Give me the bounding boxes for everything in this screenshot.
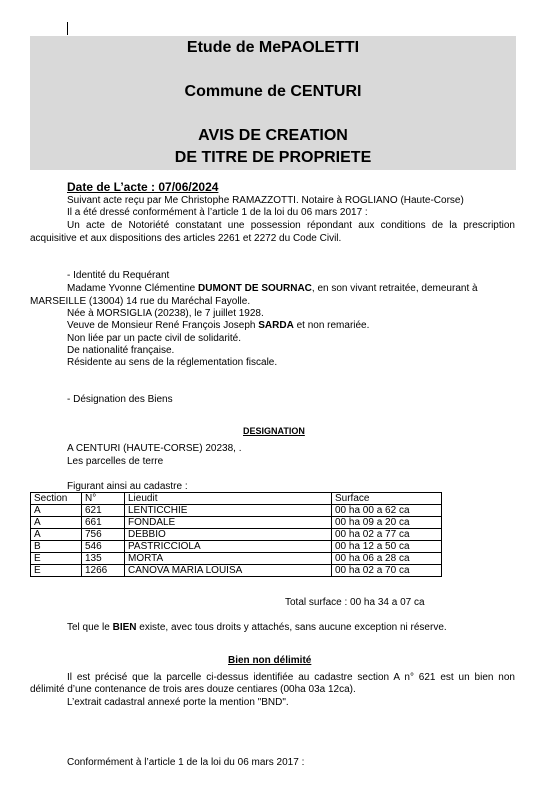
requerant-surname: DUMONT DE SOURNAC: [198, 283, 312, 294]
table-row: [31, 541, 442, 553]
requerant-line-1: [67, 283, 478, 295]
bien-word: BIEN: [112, 622, 137, 633]
titre-propriete-title: DE TITRE DE PROPRIETE: [174, 149, 372, 166]
veuve-surname: SARDA: [258, 320, 294, 331]
cell-numero: 661: [82, 517, 125, 529]
non-delimite-title: Bien non délimité: [228, 655, 312, 666]
intro-line-4: acquisitive et aux dispositions des articles 2261 et 2272 du Code Civil.: [30, 233, 342, 244]
table-row: [31, 505, 442, 517]
cell-section: E: [31, 553, 82, 565]
cell-section: B: [31, 541, 82, 553]
intro-line-2: Il a été dressé conformément à l’article 1 de la loi du 06 mars 2017 :: [67, 207, 368, 218]
cell-surface: 00 ha 02 a 70 ca: [332, 565, 442, 577]
total-surface: Total surface : 00 ha 34 a 07 ca: [285, 597, 425, 608]
cell-section: A: [31, 517, 82, 529]
cell-section: E: [31, 565, 82, 577]
cell-section: A: [31, 529, 82, 541]
veuve-suffix: et non remariée.: [293, 320, 370, 331]
requerant-line-6: De nationalité française.: [67, 345, 175, 356]
tel-que-prefix: Tel que le: [67, 622, 113, 633]
requerant-heading: - Identité du Requérant: [67, 270, 170, 281]
cell-lieudit: DEBBIO: [125, 529, 332, 541]
veuve-prefix: Veuve de Monsieur René François Joseph: [67, 320, 259, 331]
biens-heading: - Désignation des Biens: [67, 394, 173, 405]
requerant-line-3: Née à MORSIGLIA (20238), le 7 juillet 1928.: [67, 308, 264, 319]
designation-title: DESIGNATION: [243, 426, 305, 436]
cell-numero: 756: [82, 529, 125, 541]
table-row: [31, 553, 442, 565]
table-row: [31, 529, 442, 541]
requerant-line-5: Non liée par un pacte civil de solidarité.: [67, 333, 241, 344]
non-delimite-line-1: Il est précisé que la parcelle ci-dessus identifiée au cadastre section A n° 621 est un bien non: [67, 672, 515, 683]
cell-surface: 00 ha 02 a 77 ca: [332, 529, 442, 541]
intro-line-1: Suivant acte reçu par Me Christophe RAMAZZOTTI. Notaire à ROGLIANO (Haute-Corse): [67, 195, 464, 206]
requerant-name-prefix: Madame Yvonne Clémentine: [67, 283, 199, 294]
cell-numero: 135: [82, 553, 125, 565]
header-section: Section: [31, 493, 82, 505]
requerant-line-7: Résidente au sens de la réglementation fiscale.: [67, 357, 278, 368]
cell-lieudit: MORTA: [125, 553, 332, 565]
header-surface: Surface: [332, 493, 442, 505]
table-header-row: [31, 493, 442, 505]
avis-title: AVIS DE CREATION: [198, 127, 348, 144]
tel-que-line: [67, 622, 447, 634]
etude-title: Etude de MePAOLETTI: [186, 39, 360, 56]
acte-date: Date de L’acte : 07/06/2024: [67, 180, 219, 194]
non-delimite-line-3: L’extrait cadastral annexé porte la mention "BND".: [67, 697, 289, 708]
intro-line-3: Un acte de Notoriété constatant une possession répondant aux conditions de la prescription: [67, 220, 515, 231]
cell-lieudit: PASTRICCIOLA: [125, 541, 332, 553]
designation-parcels: Les parcelles de terre: [67, 456, 164, 467]
requerant-name-suffix: , en son vivant retraitée, demeurant à: [311, 283, 478, 294]
cell-surface: 00 ha 09 a 20 ca: [332, 517, 442, 529]
non-delimite-line-2: délimité d’une contenance de trois ares douze centiares (00ha 03a 12ca).: [30, 684, 356, 695]
commune-title: Commune de CENTURI: [184, 83, 362, 100]
cell-numero: 1266: [82, 565, 125, 577]
table-row: [31, 517, 442, 529]
figurant-cadastre: Figurant ainsi au cadastre :: [67, 481, 188, 492]
header-numero: N°: [82, 493, 125, 505]
conformement-line: Conformément à l’article 1 de la loi du 06 mars 2017 :: [67, 757, 305, 768]
cell-lieudit: CANOVA MARIA LOUISA: [125, 565, 332, 577]
designation-place: A CENTURI (HAUTE-CORSE) 20238, .: [67, 443, 242, 454]
text-cursor: [67, 22, 68, 35]
cell-surface: 00 ha 06 a 28 ca: [332, 553, 442, 565]
cadastre-table: [30, 492, 442, 577]
cell-surface: 00 ha 12 a 50 ca: [332, 541, 442, 553]
cell-numero: 621: [82, 505, 125, 517]
requerant-line-2: MARSEILLE (13004) 14 rue du Maréchal Fayolle.: [30, 296, 251, 307]
cell-numero: 546: [82, 541, 125, 553]
cell-lieudit: LENTICCHIE: [125, 505, 332, 517]
cell-surface: 00 ha 00 a 62 ca: [332, 505, 442, 517]
cell-section: A: [31, 505, 82, 517]
tel-que-suffix: existe, avec tous droits y attachés, sans aucune exception ni réserve.: [136, 622, 447, 633]
requerant-line-4: [67, 320, 369, 332]
cell-lieudit: FONDALE: [125, 517, 332, 529]
table-row: [31, 565, 442, 577]
document-header: [30, 36, 516, 170]
header-lieudit: Lieudit: [125, 493, 332, 505]
